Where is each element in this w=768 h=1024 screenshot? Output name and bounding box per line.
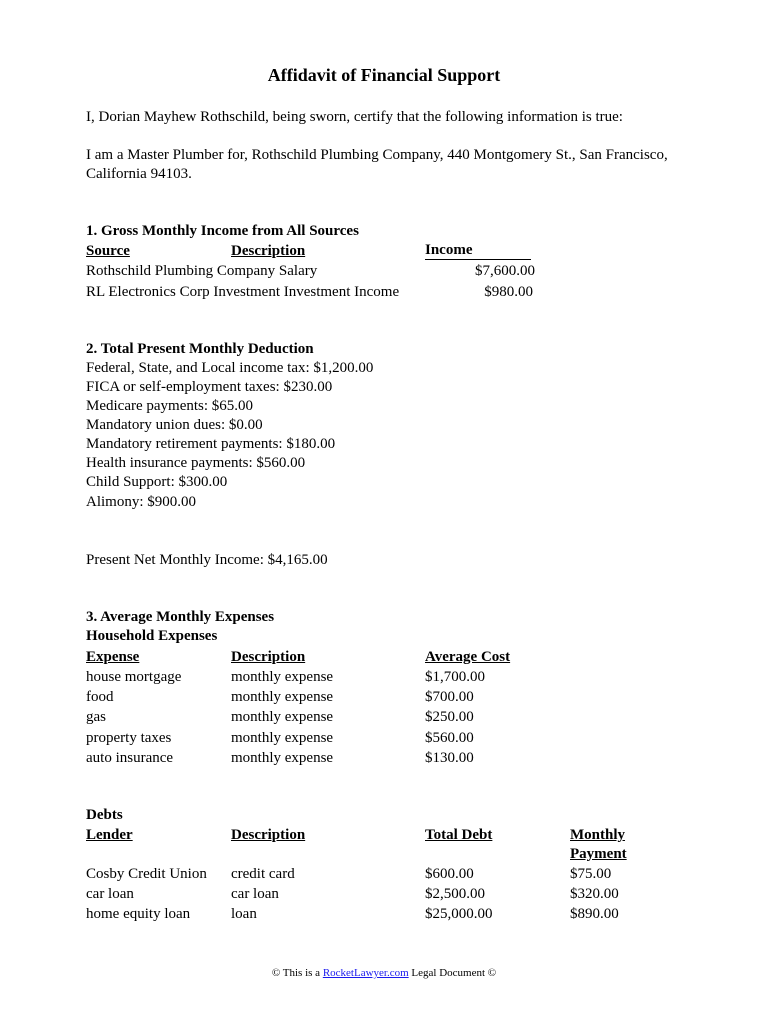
income-header-income <box>425 242 531 260</box>
debt-lender: Cosby Credit Union <box>86 866 207 882</box>
expense-description: monthly expense <box>231 689 334 705</box>
expense-cost: $560.00 <box>425 730 474 746</box>
deduction-item: Mandatory retirement payments: $180.00 <box>86 436 336 452</box>
income-row-source: RL Electronics Corp Investment Investment Income <box>86 284 400 300</box>
deduction-item: Health insurance payments: $560.00 <box>86 455 306 471</box>
deduction-item: Mandatory union dues: $0.00 <box>86 417 263 433</box>
household-expenses-heading: Household Expenses <box>86 628 218 644</box>
rocketlawyer-link[interactable]: RocketLawyer.com <box>322 967 409 979</box>
expense-name: food <box>86 689 114 705</box>
expense-description: monthly expense <box>231 669 334 685</box>
expense-cost: $250.00 <box>425 709 474 725</box>
deduction-item: Child Support: $300.00 <box>86 474 228 490</box>
debt-header-total: Total Debt <box>425 827 493 843</box>
expense-name: auto insurance <box>86 750 174 766</box>
debt-description: credit card <box>231 866 295 882</box>
document-title: Affidavit of Financial Support <box>267 65 501 85</box>
income-header-description: Description <box>231 243 306 259</box>
section-3-heading: 3. Average Monthly Expenses <box>86 609 275 625</box>
debt-description: car loan <box>231 886 279 902</box>
footer-suffix: Legal Document © <box>408 967 497 979</box>
debt-payment: $320.00 <box>570 886 619 902</box>
debt-total: $2,500.00 <box>425 886 485 902</box>
debt-header-monthly: Monthly <box>570 827 626 843</box>
debt-payment: $75.00 <box>570 866 612 882</box>
deduction-item: FICA or self-employment taxes: $230.00 <box>86 379 333 395</box>
intro-statement: I, Dorian Mayhew Rothschild, being sworn, certify that the following information is true: <box>86 109 623 125</box>
expense-header-description: Description <box>231 649 306 665</box>
income-header-income-label: Income <box>425 242 473 258</box>
net-monthly-income: Present Net Monthly Income: $4,165.00 <box>86 552 328 568</box>
debt-header-description: Description <box>231 827 306 843</box>
footer <box>0 966 768 980</box>
expense-description: monthly expense <box>231 750 334 766</box>
section-1-heading: 1. Gross Monthly Income from All Sources <box>86 223 359 239</box>
debt-lender: home equity loan <box>86 906 191 922</box>
expense-name: property taxes <box>86 730 172 746</box>
debt-header-lender: Lender <box>86 827 133 843</box>
deduction-item: Federal, State, and Local income tax: $1,200.00 <box>86 360 374 376</box>
employment-line-2: California 94103. <box>86 166 192 182</box>
expense-cost: $130.00 <box>425 750 474 766</box>
employment-line-1: I am a Master Plumber for, Rothschild Plumbing Company, 440 Montgomery St., San Francisco, <box>86 147 668 163</box>
expense-cost: $1,700.00 <box>425 669 485 685</box>
debt-total: $600.00 <box>425 866 474 882</box>
debt-header-payment: Payment <box>570 846 627 862</box>
debt-description: loan <box>231 906 257 922</box>
deduction-item: Alimony: $900.00 <box>86 494 197 510</box>
expense-description: monthly expense <box>231 709 334 725</box>
income-row-amount: $980.00 <box>484 284 533 300</box>
income-row-amount: $7,600.00 <box>475 263 535 279</box>
income-row-source: Rothschild Plumbing Company Salary <box>86 263 318 279</box>
expense-description: monthly expense <box>231 730 334 746</box>
expense-name: gas <box>86 709 106 725</box>
expense-header-cost: Average Cost <box>425 649 511 665</box>
expense-header-expense: Expense <box>86 649 140 665</box>
section-2-heading: 2. Total Present Monthly Deduction <box>86 341 314 357</box>
expense-cost: $700.00 <box>425 689 474 705</box>
expense-name: house mortgage <box>86 669 182 685</box>
footer-prefix: © This is a <box>271 967 323 979</box>
debts-heading: Debts <box>86 807 123 823</box>
income-header-source: Source <box>86 243 130 259</box>
debt-total: $25,000.00 <box>425 906 493 922</box>
deduction-item: Medicare payments: $65.00 <box>86 398 254 414</box>
debt-lender: car loan <box>86 886 134 902</box>
debt-payment: $890.00 <box>570 906 619 922</box>
